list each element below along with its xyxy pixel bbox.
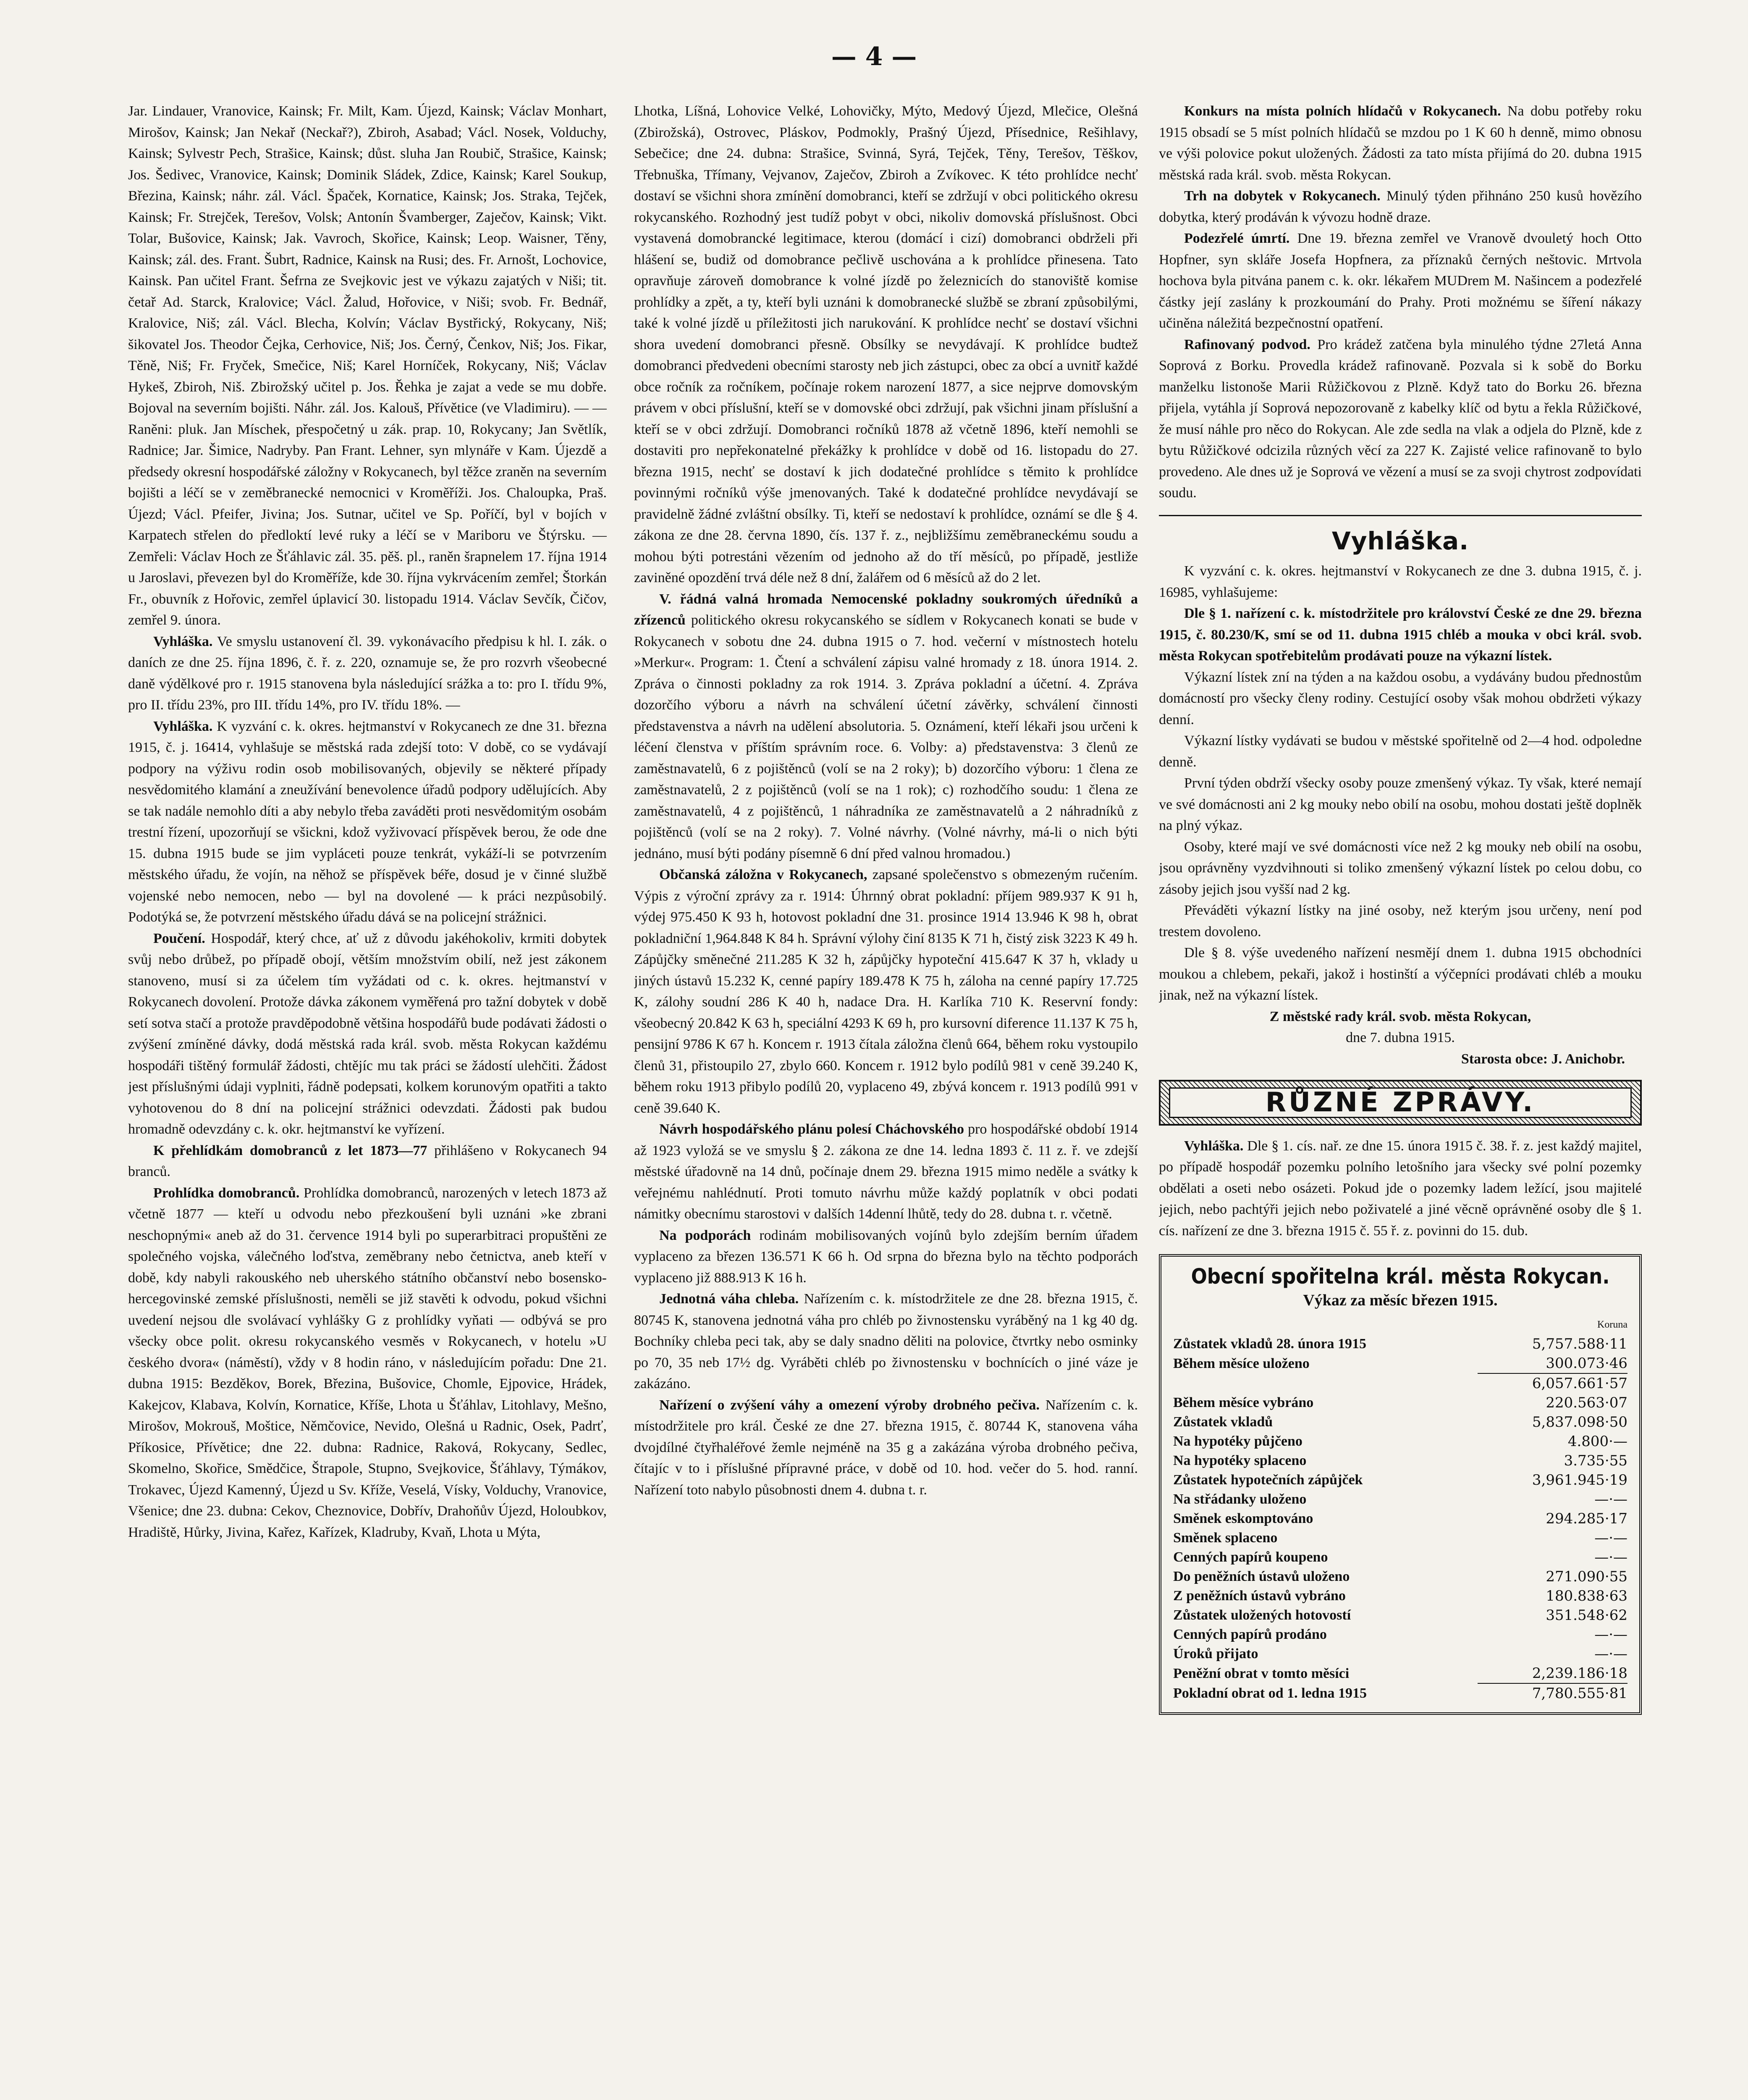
bank-row-value: 180.838·63 bbox=[1546, 1588, 1627, 1604]
bank-row bbox=[1173, 1354, 1627, 1373]
article-vaha-chleba bbox=[634, 1289, 1138, 1395]
bank-row-value: 5,757.588·11 bbox=[1532, 1336, 1627, 1352]
bank-row-label: Zůstatek vkladů 28. února 1915 bbox=[1173, 1336, 1367, 1352]
article-lead: Vyhláška. bbox=[153, 718, 213, 734]
bank-row-value: 5,837.098·50 bbox=[1532, 1414, 1627, 1431]
bank-row bbox=[1173, 1334, 1627, 1354]
article-body: Nařízením c. k. místodržitele ze dne 28. března 1915, č. 80745 K, stanovena jednotná váha pro chléb po živnostensku vyráběný na 1 kg 40 dg. Bochníky chleba peci tak, aby se daly snadno děliti na polovice, čtvrtky nebo osminky po 70, 35 neb 17½ dg. Vyráběti chléb po živnostensku v bochnících o jiné váze je zakázáno. bbox=[634, 1291, 1138, 1391]
bank-row-label: Během měsíce vybráno bbox=[1173, 1395, 1314, 1410]
article-body: K vyzvání c. k. okres. hejtmanství v Rokycanech ze dne 31. března 1915, č. j. 16414, vyhlašuje se městská rada zdejší toto: V době, co se vydávají podpory na výživu rodin osob mobilisovaných, objevily se některé případy nesvědomitého klamání a zneužívání benevolence úřadů podpory udělujících. Aby se tak nadále nemohlo díti a aby nebylo třeba zaváděti proti nesvědomitým osobám trestní řízení, upozorňují se všickni, kdož vyživovací příspěvek berou, že ode dne 15. dubna 1915 bude se jim vypláceti pouze tenkrát, vykáží-li se potvrzením městského úřadu, že vojín, na něhož se příspěvek béře, dosud je v činné službě vojenské nebo nemocen, nebo — byl na dovolené — k práci nezpůsobilý. Podotýká se, že potvrzení městského úřadu dává se na policejní strážnici. bbox=[128, 718, 607, 925]
column-3 bbox=[1159, 101, 1642, 2100]
vyhlaska-paragraph: První týden obdrží všecky osoby pouze zmenšený výkaz. Ty však, které nemají ve své domácnosti ani 2 kg mouky nebo obilí na osobu, mohou dostati ještě doplněk na plný výkaz. bbox=[1159, 775, 1642, 833]
article-obcanska-zalozna bbox=[634, 864, 1138, 1119]
article-podezrele-umrti bbox=[1159, 228, 1642, 334]
article-prehlidky bbox=[128, 1140, 607, 1183]
article-lead: K přehlídkám domobranců z let 1873—77 bbox=[153, 1142, 427, 1158]
vyhlaska-signature-date: dne 7. dubna 1915. bbox=[1346, 1030, 1455, 1045]
bank-row-value: 271.090·55 bbox=[1546, 1568, 1627, 1585]
bank-row bbox=[1173, 1490, 1627, 1509]
bank-row bbox=[1173, 1606, 1627, 1625]
article-lead: Na podporách bbox=[659, 1227, 751, 1243]
bank-row-value: —·— bbox=[1594, 1626, 1627, 1643]
bank-row-label: Peněžní obrat v tomto měsíci bbox=[1173, 1666, 1350, 1681]
bank-row-value: —·— bbox=[1594, 1549, 1627, 1566]
article-konkurs-hlidacu bbox=[1159, 101, 1642, 186]
article-podpory bbox=[634, 1225, 1138, 1289]
bank-row bbox=[1173, 1373, 1627, 1393]
bank-row-value: 3,961.945·19 bbox=[1532, 1472, 1627, 1488]
bank-row-label: Na hypotéky splaceno bbox=[1173, 1453, 1307, 1468]
bank-row bbox=[1173, 1586, 1627, 1606]
vyhlaska-paragraph: Osoby, které mají ve své domácnosti více než 2 kg mouky neb obilí na osobu, jsou oprávněny vyzdvihnouti si toliko zmenšený výkazní lístek po celou dobu, co zásoby jejich jsou vyšší nad 2 kg. bbox=[1159, 839, 1642, 897]
bank-row bbox=[1173, 1664, 1627, 1683]
bank-row-label: Na střádanky uloženo bbox=[1173, 1491, 1307, 1507]
bank-row bbox=[1173, 1625, 1627, 1644]
article-lead: V. řádná valná hromada Nemocenské pokladny soukromých úředníků a zřízenců bbox=[634, 591, 1138, 628]
bank-row-label bbox=[1173, 1373, 1478, 1393]
article-prohlidka-domobrancu bbox=[128, 1183, 607, 1544]
bank-row-value: —·— bbox=[1594, 1646, 1627, 1662]
bank-row-value: 294.285·17 bbox=[1546, 1510, 1627, 1527]
bank-row bbox=[1173, 1470, 1627, 1490]
article-rafinovany-podvod bbox=[1159, 334, 1642, 504]
article-lead: Rafinovaný podvod. bbox=[1184, 336, 1310, 352]
article-lead: Návrh hospodářského plánu polesí Cháchovského bbox=[659, 1121, 964, 1137]
article-drobne-pecivo bbox=[634, 1395, 1138, 1501]
bank-row-label: Cenných papírů koupeno bbox=[1173, 1549, 1328, 1565]
bank-row-value: 7,780.555·81 bbox=[1532, 1685, 1627, 1702]
bank-row-label: Pokladní obrat od 1. ledna 1915 bbox=[1173, 1685, 1367, 1701]
vyhlaska-signature-mayor: Starosta obce: J. Anichobr. bbox=[1461, 1051, 1625, 1067]
article-vyhlaska-pozemky bbox=[1159, 1136, 1642, 1242]
article-body: Ve smyslu ustanovení čl. 39. vykonávacího předpisu k hl. I. zák. o daních ze dne 25. října 1896, č. ř. z. 220, oznamuje se, že pro rozvrh všeobecné daně výdělkové pro r. 1915 stanovena byla následující srážka a to: pro I. třídu 9%, pro II. třídu 23%, pro III. třídu 14%, pro IV. třídu 18%. — bbox=[128, 633, 607, 713]
article-body: Na dobu potřeby roku 1915 obsadí se 5 míst polních hlídačů se mzdou po 1 K 60 h denně, mimo obnosu ve výši polovice pokut uložených. Žádosti za tato místa přijímá do 20. dubna 1915 městská rada král. svob. města Rokycan. bbox=[1159, 103, 1642, 183]
bank-row bbox=[1173, 1393, 1627, 1412]
article-lead: Poučení. bbox=[153, 930, 205, 946]
bank-row bbox=[1173, 1567, 1627, 1586]
bank-row-value: 220.563·07 bbox=[1546, 1394, 1627, 1411]
bank-row bbox=[1173, 1528, 1627, 1548]
bank-row-label: Zůstatek hypotečních zápůjček bbox=[1173, 1472, 1363, 1488]
bank-row-label: Směnek eskomptováno bbox=[1173, 1511, 1313, 1526]
vyhlaska-signature-org: Z městské rady král. svob. města Rokycan, bbox=[1269, 1008, 1531, 1024]
article-body: politického okresu rokycanského se sídlem v Rokycanech konati se bude v Rokycanech v sobotu dne 24. dubna 1915 o 7. hod. večerní v místnostech hotelu »Merkur«. Program: 1. Čtení a schválení zápisu valné hromady z 18. února 1914. 2. Zpráva o činnosti pokladny za rok 1914. 3. Zpráva pokladní a účetní. 4. Zpráva dozorčího výboru a návrh na schválení účetní závěrky, schválení činnosti představenstva a návrh na udělení absolutoria. 5. Oznámení, kteří lékaři jsou určeni k léčení členstva v příštím správním roce. 6. Volby: a) představenstva: 3 členů ze zaměstnavatelů, 6 z pojištěnců (volí se na 2 roky); b) dozorčího výboru: 1 člena ze zaměstnavatelů, 2 z pojištěnců (volí se na 1 rok); c) rozhodčího soudu: 1 člena ze zaměstnavatelů, 4 z pojištěnců, 1 náhradníka ze zaměstnavatelů a 2 náhradníků z pojištěnců (volí se na 2 roky). 7. Volné návrhy. (Volné návrhy, má-li o nich býti jednáno, musí býti podány písemně 6 dní před valnou hromadou.) bbox=[634, 612, 1138, 861]
bank-row-value: 351.548·62 bbox=[1546, 1607, 1627, 1624]
bank-row-value: 300.073·46 bbox=[1478, 1354, 1627, 1373]
vyhlaska-title: Vyhláška. bbox=[1331, 526, 1469, 555]
bank-row bbox=[1173, 1412, 1627, 1432]
article-body: Pro krádež zatčena byla minulého týdne 27letá Anna Soprová z Borku. Provedla krádež rafinovaně. Pozvala si k sobě do Borku manželku listonoše Marii Růžičkovou z Plzně. Když tato do Borku 26. března přijela, vytáhla jí Soprová nepozorovaně z kabelky klíč od bytu a řekla Růžičkové, že musí náhle pro něco do Rokycan. Ale zde sedla na vlak a odjela do Plzně, kde z bytu Růžičkové odcizila různých věcí za 227 K. Zajisté velice rafinovaně to bylo provedeno. Ale dnes už je Soprová ve vězení a musí se za svoji chytrost zodpovídati soudu. bbox=[1159, 336, 1642, 501]
article-lead: Prohlídka domobranců. bbox=[153, 1185, 300, 1201]
article-lead: Konkurs na místa polních hlídačů v Rokycanech. bbox=[1184, 103, 1501, 119]
article-body: Dle § 1. cís. nař. ze dne 15. února 1915 č. 38. ř. z. jest každý majitel, po případě hospodář pozemku polního letošního jara všecky své polní pozemky obdělati a oseti nebo osázeti. Pokud jde o pozemky ladem ležící, jsou majitelé jejich, nebo pachtýři jejich nebo poživatelé a jiné věcně oprávněné osoby dle § 1. cís. nařízení ze dne 3. března 1915 č. 55 ř. z. povinni do 15. dub. bbox=[1159, 1138, 1642, 1239]
vyhlaska-paragraph: Převáděti výkazní lístky na jiné osoby, než kterým jsou určeny, není pod trestem dovoleno. bbox=[1159, 903, 1642, 940]
bank-subtitle: Výkaz za měsíc březen 1915. bbox=[1303, 1291, 1498, 1309]
article-body: Dne 19. března zemřel ve Vranově dvouletý hoch Otto Hopfner, syn skláře Josefa Hopfnera, za příznaků černých neštovic. Mrtvola hochova byla pitvána panem c. k. okr. lékařem MUDrem M. Našincem a podezřelé částky její zaslány k prozkoumání do Prahy. Proti možnému se šíření nákazy učiněna náležitá bezpečnostní opatření. bbox=[1159, 231, 1642, 331]
bank-row-label: Cenných papírů prodáno bbox=[1173, 1627, 1327, 1642]
article-lead: Vyhláška. bbox=[1184, 1138, 1244, 1154]
article-hospodarsky-plan bbox=[634, 1119, 1138, 1225]
article-vyhlaska-podpory bbox=[128, 716, 607, 928]
divider bbox=[1159, 515, 1642, 516]
bank-row-value: —·— bbox=[1594, 1530, 1627, 1546]
bank-row bbox=[1173, 1683, 1627, 1703]
article-body: Minulý týden přihnáno 250 kusů hovězího dobytka, který prodáván k vývozu hodně draze. bbox=[1159, 188, 1642, 225]
vyhlaska-paragraph: Výkazní lístek zní na týden a na každou osobu, a vydávány budou přednostům domácností pro všecky členy rodiny. Cestující osoby však mohou obdržeti výkazy denní. bbox=[1159, 669, 1642, 727]
bank-row-value: 6,057.661·57 bbox=[1532, 1375, 1627, 1392]
section-banner-ruzne-zpravy bbox=[1159, 1080, 1642, 1126]
column-1 bbox=[128, 101, 607, 2100]
bank-row-label: Úroků přijato bbox=[1173, 1646, 1258, 1662]
article-lead: Občanská záložna v Rokycanech, bbox=[659, 867, 867, 882]
article-body: zapsané společenstvo s obmezeným ručením. Výpis z výroční zprávy za r. 1914: Úhrnný obrat pokladní: příjem 989.937 K 91 h, výdej 975.450 K 93 h, hotovost pokladní dne 31. prosince 1914 13.946 K 98 h, obrat pokladniční 1,964.848 K 84 h. Správní výlohy činí 8135 K 71 h, čistý zisk 3223 K 49 h. Zápůjčky směnečné 211.285 K 32 h, zápůjčky hypoteční 415.647 K 37 h, vklady u jiných ústavů 15.232 K, cenné papíry 189.478 K 75 h, záloha na cenné papíry 17.725 K, zálohy soudní 286 K 40 h, nadace Dra. H. Karlíka 710 K. Reservní fondy: všeobecný 20.842 K 63 h, speciální 4293 K 69 h, pro kursovní diference 11.137 K 75 h, pensijní 9786 K 67 h. Koncem r. 1913 čítala záložna členů 664, během roku vystoupilo členů 31, přistoupilo 27, zbylo 660. Koncem r. 1912 bylo podílů 981 v ceně 39.240 K, během roku 1913 přibylo podílů 20, vyplaceno 49, zbývá koncem r. 1913 podílů 991 v ceně 39.640 K. bbox=[634, 867, 1138, 1116]
bank-row-label: Zůstatek uložených hotovostí bbox=[1173, 1607, 1351, 1623]
article-body: přihlášeno v Rokycanech 94 branců. bbox=[128, 1142, 607, 1179]
article-body: Prohlídka domobranců, narozených v letech 1873 až včetně 1877 — kteří u odvodu nebo přezkoušení byli uznáni »ke zbrani neschopnými« aneb až do 31. července 1914 byli po superarbitraci propuštěni ze společného vojska, válečného loďstva, zeměbrany nebo četnictva, aneb kteří v době, kdy nabyli rakouského neb uherského státního občanství nebo bosensko-hercegovinské zemské příslušnosti, neměli se již stavěti k odvodu, pokud všichni uvedení nejsou dle svolávací vyhlášky G z prohlídky vyňati — odbývá se pro všecky obce polit. okresu rokycanského vesměs v Rokycanech, v hotelu »U českého dvora« (náměstí), vždy v 8 hodin ráno, v následujícím pořadu: Dne 21. dubna 1915: Bezděkov, Borek, Březina, Bušovice, Chomle, Ejpovice, Hrádek, Kakejcov, Klabava, Kolvín, Kornatice, Kříše, Lhota u Šťáhlav, Litohlavy, Mešno, Mirošov, Mokrouš, Moštice, Němčovice, Nevido, Olešná u Radnic, Osek, Padrť, Příkosice, Přívětice; dne 22. dubna: Radnice, Raková, Rokycany, Sedlec, Skomelno, Skořice, Smědčice, Štrapole, Stupno, Svejkovice, Šťáhlavy, Týmákov, Trokavec, Újezd Kamenný, Újezd u Sv. Kříže, Veselá, Vísky, Volduchy, Vranovice, Všenice; dne 23. dubna: Cekov, Cheznovice, Dobřív, Drahoňův Újezd, Holoubkov, Hradiště, Hůrky, Jivina, Kařez, Kařízek, Kladruby, Kvaň, Lhota u Mýta, bbox=[128, 1185, 607, 1540]
bank-advertisement bbox=[1159, 1254, 1642, 1715]
article-prohlidka-continued: Lhotka, Líšná, Lohovice Velké, Lohovičky, Mýto, Medový Újezd, Mlečice, Olešná (Zbirožská), Ostrovec, Pláskov, Podmokly, Prašný Újezd, Přísednice, Rešihlavy, Sebečice; dne 24. dubna: Strašice, Svinná, Syrá, Tejček, Těny, Terešov, Těškov, Třebnuška, Třímany, Vejvanov, Zaječov, Zbiroh a Zvíkovec. K této prohlídce nechť dostaví se všichni shora zmínění domobranci, kteří se zdržují v obci politického okresu rokycanského. Rozhodný jest tudíž pobyt v obci, nikoliv domovská příslušnost. Obci vystavená domobrancké legitimace, kterou (domácí i cizí) domobranci obdrželi při hlášení se, budiž od domobrance pečlivě uschována a k prohlídce přinesena. Tato opravňuje zároveň domobrance k volné jízdě po železnicích do stanoviště komise prohlídky a zpět, a ty, kteří byli uznáni k domobranecké službě se zbraní způsobilými, také k volné jízdě u příležitosti jich narukování. K prohlídce nechť se dostaví všichni shora uvedení domobranci přesně. Obsílky se nevydávají. K prohlídce budtež domobranci předvedeni obecními starosty neb jich zástupci, obec za obcí a uvnitř každé obce ročník za ročníkem, počínaje rokem narození 1877, a sice nejprve domovským právem v obci příslušní, kteří se v domovské obci zdržují, pak všichni jinam příslušní a kteří se v obci zdržují. Domobranci ročníků 1878 až včetně 1896, kteří nemohli se dostaviti pro nepřekonatelné překážky k prohlídce v době od 16. listopadu do 27. března 1915, nechť se dostaví k jich dodatečné prohlídce s těmito k prohlídce povinnými ročníků výše jmenovaných. Také k dodatečné prohlídce nevydávají se pravidelně žádné zvláštní obsílky. Ti, kteří se nedostaví k prohlídce, oznámí se dle § 4. zákona ze dne 28. června 1890, čís. 137 ř. z., nejbližšímu zeměbraneckému soudu a mohou býti potrestáni vězením od jednoho až do tří měsíců, po případě, jestliže zaviněné opozdění trvá déle než 8 dní, žalářem od 6 měsíců až do 2 let. bbox=[634, 103, 1138, 585]
article-lead: Trh na dobytek v Rokycanech. bbox=[1184, 188, 1381, 204]
article-vyhlaska-dane bbox=[128, 631, 607, 716]
bank-row bbox=[1173, 1451, 1627, 1470]
bank-row bbox=[1173, 1548, 1627, 1567]
bank-row bbox=[1173, 1644, 1627, 1664]
article-valna-hromada bbox=[634, 589, 1138, 865]
column-2 bbox=[634, 101, 1138, 2100]
vyhlaska-paragraph: Dle § 1. nařízení c. k. místodržitele pro království České ze dne 29. března 1915, č. 80.230/K, smí se od 11. dubna 1915 chléb a mouka v obci král. svob. města Rokycan spotřebitelům prodávati pouze na výkazní lístek. bbox=[1159, 606, 1642, 664]
bank-row-value: 3.735·55 bbox=[1564, 1452, 1627, 1469]
bank-row bbox=[1173, 1509, 1627, 1528]
article-body: pro hospodářské období 1914 až 1923 vyložá se ve smyslu § 2. zákona ze dne 14. ledna 1893 č. 11 z. ř. ve zdejší městské úřadovně na 14 dnů, počínaje dnem 29. března 1915 mimo neděle a svátky k veřejnému nahlédnutí. Proti tomuto návrhu může každý poplatník v obci podati námitky obecnímu starostovi v dalších 14denní lhůtě, tedy do 28. dubna t. r. včetně. bbox=[634, 1121, 1138, 1222]
bank-title: Obecní spořitelna král. města Rokycan. bbox=[1191, 1264, 1610, 1289]
currency-header: Koruna bbox=[1597, 1319, 1627, 1330]
article-pouceni bbox=[128, 928, 607, 1140]
bank-row-value: —·— bbox=[1594, 1491, 1627, 1508]
article-body: Nařízením c. k. místodržitele pro král. České ze dne 27. března 1915, č. 80744 K, stanovena váha dvojdílné čtyřhaléřové žemle nejméně na 35 g a zakázána výroba drobného pečiva, čítajíc v to i příslušné přípravné práce, v době od 10. hod. večer do 5. hod. ranní. Nařízení toto nabylo působnosti dnem 4. dubna t. r. bbox=[634, 1397, 1138, 1498]
vyhlaska-paragraph: K vyzvání c. k. okres. hejtmanství v Rokycanech ze dne 3. dubna 1915, č. j. 16985, vyhlašujeme: bbox=[1159, 563, 1642, 600]
article-lead: Jednotná váha chleba. bbox=[659, 1291, 799, 1307]
bank-table bbox=[1173, 1315, 1627, 1703]
bank-row-label: Zůstatek vkladů bbox=[1173, 1414, 1273, 1430]
article-trh-dobytek bbox=[1159, 186, 1642, 228]
section-title-ruzne-zpravy: RŮZNÉ ZPRÁVY. bbox=[1169, 1087, 1632, 1118]
bank-row-label: Do peněžních ústavů uloženo bbox=[1173, 1569, 1350, 1584]
bank-row-label: Z peněžních ústavů vybráno bbox=[1173, 1588, 1346, 1604]
article-lead: Podezřelé úmrtí. bbox=[1184, 231, 1290, 246]
bank-row bbox=[1173, 1432, 1627, 1451]
vyhlaska-paragraph: Dle § 8. výše uvedeného nařízení nesmějí dnem 1. dubna 1915 obchodníci moukou a chlebem, pekaři, jakož i hostinští a výčepníci prodávati chléb a mouku jinak, než na výkazní lístek. bbox=[1159, 945, 1642, 1003]
article-body: rodinám mobilisovaných vojínů bylo zdejším berním úřadem vyplaceno za březen 136.571 K 66 h. Od srpna do března bylo na těchto podporách vyplaceno již 888.913 K 16 h. bbox=[634, 1227, 1138, 1286]
article-lead: Nařízení o zvýšení váhy a omezení výroby drobného pečiva. bbox=[659, 1397, 1040, 1413]
bank-row-label: Směnek splaceno bbox=[1173, 1530, 1278, 1546]
page-number: — 4 — bbox=[831, 42, 917, 71]
bank-row-value: 2,239.186·18 bbox=[1478, 1664, 1627, 1683]
bank-row-label: Na hypotéky půjčeno bbox=[1173, 1433, 1302, 1449]
vyhlaska-paragraph: Výkazní lístky vydávati se budou v městské spořitelně od 2—4 hod. odpoledne denně. bbox=[1159, 733, 1642, 770]
bank-row-value: 4.800·— bbox=[1567, 1433, 1627, 1450]
article-captives-list: Jar. Lindauer, Vranovice, Kainsk; Fr. Milt, Kam. Újezd, Kainsk; Václav Monhart, Mirošov, Kainsk; Jan Nekař (Neckař?), Zbiroh, Asabad; Václ. Nosek, Volduchy, Kainsk; Sylvestr Pech, Strašice, Kainsk; důst. sluha Jan Roubič, Strašice, Kainsk; Jos. Šedivec, Vranovice, Kainsk; Dominik Sládek, Zdice, Kainsk; Karel Soukup, Březina, Kainsk; náhr. zál. Václ. Špaček, Kornatice, Kainsk; Jos. Straka, Tejček, Kainsk; Fr. Strejček, Terešov, Volsk; Antonín Švamberger, Zaječov, Kainsk; Vikt. Tolar, Bušovice, Kainsk; Jak. Vavroch, Skořice, Kainsk; Leop. Waisner, Těny, Kainsk; zál. des. Frant. Šubrt, Radnice, Kainsk na Rusi; des. Fr. Arnošt, Lochovice, Kainsk. Pan učitel Frant. Šefrna ze Svejkovic jest ve výkazu zajatých v Niši; tit. četař Ad. Starck, Kralovice; Václ. Žalud, Hořovice, v Niši; svob. Fr. Bednář, Kralovice, Niš; zál. Václ. Blecha, Kolvín; Václav Bystřický, Rokycany, Niš; šikovatel Jos. Theodor Čejka, Cerhovice, Niš; Jos. Černý, Čenkov, Niš; Jos. Fikar, Těně, Niš; Fr. Fryček, Smečice, Niš; Karel Horníček, Rokycany, Niš; Václav Hykeš, Zbiroh, Niš. Zbirožský učitel p. Jos. Řehka je zajat a vede se mu dobře. Bojoval na severním bojišti. Náhr. zál. Jos. Kalouš, Přívětice (ve Vladimiru). — — Raněni: pluk. Jan Míschek, přespočetný u zák. prap. 10, Rokycany; Jan Světlík, Radnice; Jar. Šimice, Nadryby. Pan Frant. Lehner, syn mlynáře v Kam. Újezdě a předsedy okresní hospodářské záložny v Rokycanech, byl těžce zraněn na severním bojišti a léčí se v zeměbranecké nemocnici v Kroměříži. Jos. Chaloupka, Praš. Újezd; Václ. Pfeifer, Jivina; Jos. Sutnar, učitel ve Sp. Poříčí, byl v bojích v Karpatech střelen do předloktí levé ruky a léčí se v Mariboru ve Štýrsku. — Zemřeli: Václav Hoch ze Šťáhlavic zál. 35. pěš. pl., raněn šrapnelem 17. října 1914 u Jaroslavi, převezen byl do Kroměříže, kde 30. října vykrvácením zemřel; Štorkán Fr., obuvník z Hořovic, zemřel úplavicí 30. listopadu 1914. Václav Sevčík, Čičov, zemřel 9. února. bbox=[128, 103, 607, 628]
article-lead: Vyhláška. bbox=[153, 633, 213, 649]
bank-row-label: Během měsíce uloženo bbox=[1173, 1356, 1310, 1371]
article-body: Hospodář, který chce, ať už z důvodu jakéhokoliv, krmiti dobytek svůj nebo drůbež, po případě obojí, větším množstvím obilí, než jest zákonem stanoveno, musí si za účelem tím vyžádati od c. k. okres. hejtmanství v Rokycanech dovolení. Protože dávka zákonem vyměřená pro tažní dobytek v době setí sotva stačí a protože pravděpodobně většina hospodářů bude podávati žádosti o zvýšení zmíněné dávky, dodá městská rada král. svob. města Rokycan každému hospodáři tištěný formulář žádosti, chtějíc mu tak práci se žádostí ulehčiti. Žádost jest příslušnými údaji vyplniti, řádně podepsati, kolkem korunovým opatřiti a takto vyhotovenou do 8 dní na policejní strážnici odevzdati. Žádosti pak budou hromadně odevzdány c. k. okr. hejtmanství ke vyřízení. bbox=[128, 930, 607, 1137]
